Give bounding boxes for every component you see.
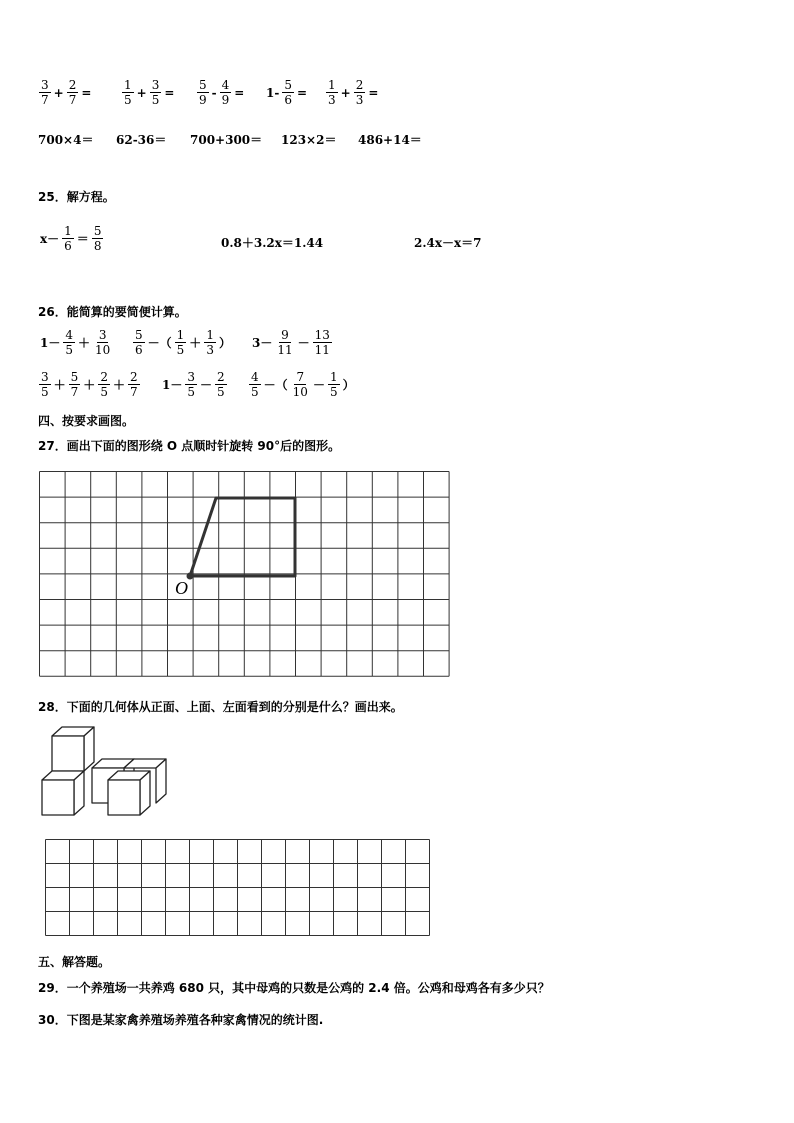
point-o-label: O: [175, 578, 188, 598]
q28-answer-grid: [44, 838, 434, 938]
fraction: $\frac{2}{7}$: [68, 78, 77, 107]
oral-calc-1: 700×4＝: [38, 133, 94, 147]
oral-expr-1: $\frac{3}{7}$ + $\frac{2}{7}$ =: [41, 78, 92, 107]
fraction: $\frac{3}{7}$: [41, 78, 49, 107]
q29-text: 29．一个养殖场一共养鸡 680 只，其中母鸡的只数是公鸡的 2.4 倍。公鸡和母鸡各有多少只？: [38, 981, 550, 995]
section-4-heading: 四、按要求画图。: [38, 414, 135, 428]
q25-equation-1: x－ $\frac{1}{6}$ ＝ $\frac{5}{8}$: [40, 224, 102, 253]
q30-text: 30．下图是某家禽养殖场养殖各种家禽情况的统计图.: [38, 1013, 324, 1027]
oral-expr-3: $\frac{5}{9}$ - $\frac{4}{9}$ =: [199, 78, 245, 107]
q26-expr-1: 1－ $\frac{4}{5}$ ＋ $\frac{3}{10}$: [40, 328, 111, 357]
q26-expr-5: 1－ $\frac{3}{5}$ － $\frac{2}{5}$: [162, 370, 225, 399]
q27-title: 27．画出下面的图形绕 O 点顺时针旋转 90°后的图形。: [38, 439, 341, 453]
q26-expr-6: $\frac{4}{5}$ －（ $\frac{7}{10}$ － $\frac{1}{5}$ ）: [251, 370, 355, 399]
q26-expr-2: $\frac{5}{6}$ －（ $\frac{1}{5}$ ＋ $\frac{1}{3}$ ）: [135, 328, 231, 357]
oral-expr-5: $\frac{1}{3}$ + $\frac{2}{3}$ =: [328, 78, 379, 107]
q26-expr-3: 3－ $\frac{9}{11}$ － $\frac{13}{11}$: [252, 328, 330, 357]
q26-title: 26．能简算的要简便计算。: [38, 305, 187, 319]
oral-calc-5: 486+14＝: [358, 133, 422, 147]
q25-equation-3: 2.4x－x＝7: [414, 236, 482, 250]
section-5-heading: 五、解答题。: [38, 955, 111, 969]
q25-equation-2: 0.8＋3.2x＝1.44: [221, 236, 324, 250]
q26-expr-4: $\frac{3}{5}$ ＋ $\frac{5}{7}$ ＋ $\frac{2}{5}$ ＋ $\frac{2}{7}$: [41, 370, 138, 399]
oral-calc-4: 123×2＝: [281, 133, 337, 147]
q28-title: 28．下面的几何体从正面、上面、左面看到的分别是什么？画出来。: [38, 700, 403, 714]
oral-calc-3: 700+300＝: [190, 133, 263, 147]
q27-shape: [190, 498, 295, 576]
q27-grid: [38, 470, 450, 680]
oral-expr-4: 1- $\frac{5}{6}$ =: [266, 78, 308, 107]
oral-calc-2: 62-36＝: [116, 133, 167, 147]
q25-title: 25．解方程。: [38, 190, 115, 204]
q28-solid-figure: [38, 724, 168, 819]
oral-expr-2: $\frac{1}{5}$ + $\frac{3}{5}$ =: [124, 78, 175, 107]
